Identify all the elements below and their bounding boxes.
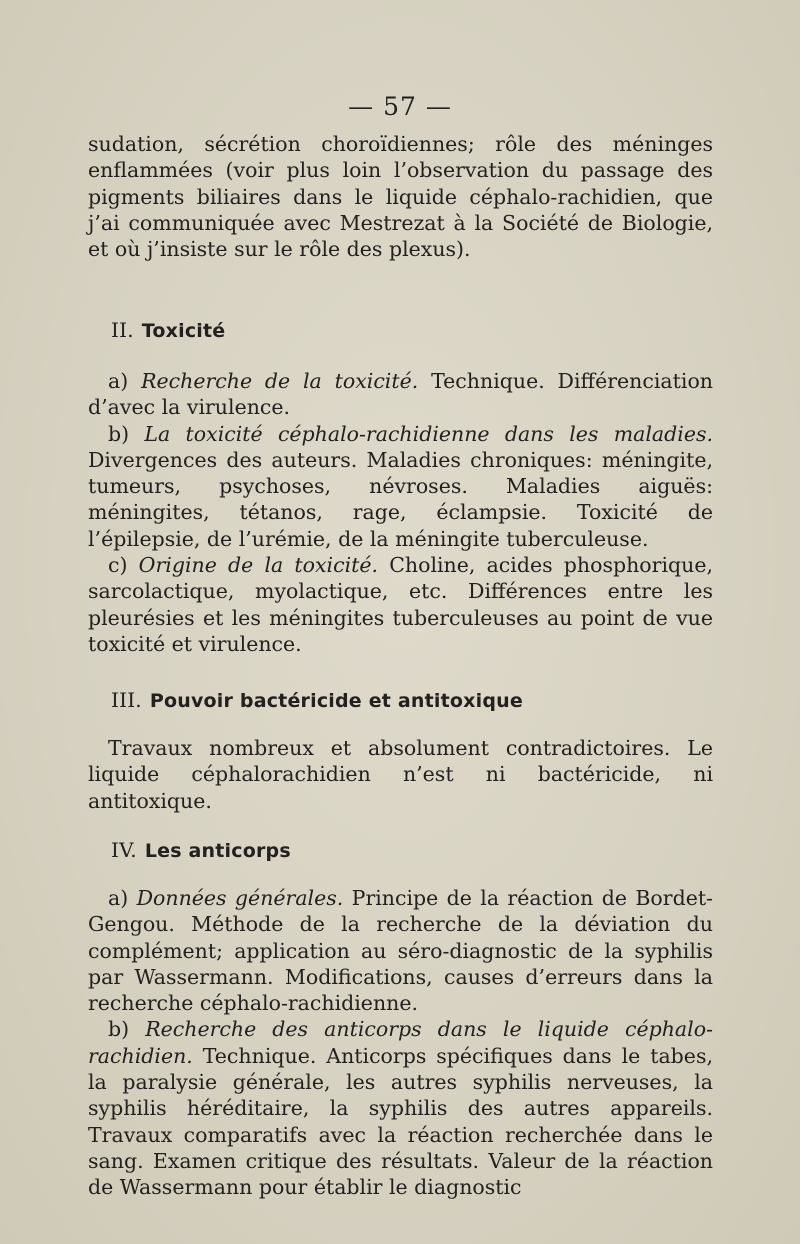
list-item (88, 552, 713, 657)
intro-text: sudation, sécrétion choroïdiennes; rôle des méninges enflammées (voir plus loin l’observation du passage des pigments biliaires dans le liquide céphalo-rachidien, que j’ai communiquée avec Mestrezat à la Société de Biologie, et où j’insiste sur le rôle des plexus). (88, 132, 713, 262)
section-paragraph: Travaux nombreux et absolument contradictoires. Le liquide céphalorachidien n’est ni bactéricide, ni antitoxique. (88, 736, 713, 813)
item-label: a) (108, 886, 129, 910)
section-heading-anticorps (111, 838, 291, 862)
item-text: Choline, acides phosphorique, sarcolactique, myolactique, etc. Différences entre les pleurésies et les méningites tuberculeuses au point de vue toxicité et virulence. (88, 553, 713, 656)
item-label: b) (108, 1017, 130, 1042)
item-label: c) (108, 553, 128, 578)
list-item (88, 421, 713, 552)
section-body-toxicite (88, 368, 713, 657)
section-heading-pouvoir (111, 688, 523, 712)
item-title: Origine de la toxicité. (138, 553, 379, 578)
section-body-anticorps (88, 885, 713, 1201)
section-title: Toxicité (141, 320, 226, 342)
section-title: Pouvoir bactéricide et antitoxique (149, 690, 523, 712)
item-title: Recherche des anticorps dans le liquide céphalo-rachidien. (88, 1017, 713, 1068)
list-item (88, 1016, 713, 1200)
section-number: IV. (111, 838, 137, 862)
item-text: Technique. Différenciation d’avec la virulence. (88, 369, 713, 420)
item-title: Recherche de la toxicité. (141, 369, 419, 393)
item-label: b) (108, 421, 130, 446)
item-title: La toxicité céphalo-rachidienne dans les maladies. (144, 421, 713, 446)
list-item (88, 368, 713, 421)
section-body-pouvoir (88, 735, 713, 814)
page-number: — 57 — (348, 92, 452, 121)
section-heading-toxicite (111, 318, 225, 342)
item-label: a) (108, 369, 129, 393)
item-text: Principe de la réaction de Bordet-Gengou. Méthode de la recherche de la déviation du complément; application au séro-diagnostic de la syphilis par Wassermann. Modifications, causes d’erreurs dans la recherche céphalo-rachidienne. (88, 886, 713, 1016)
section-title: Les anticorps (144, 840, 291, 862)
item-text: Divergences des auteurs. Maladies chroniques: méningite, tumeurs, psychoses, névroses. Maladies aiguës: méningites, tétanos, rage, éclampsie. Toxicité de l’épilepsie, de l’urémie, de la méningite tuberculeuse. (88, 447, 713, 551)
section-number: III. (111, 688, 142, 712)
intro-paragraph (88, 131, 713, 262)
list-item (88, 885, 713, 1016)
item-text: Technique. Anticorps spécifiques dans le tabes, la paralysie générale, les autres syphilis nerveuses, la syphilis héréditaire, la syphilis des autres appareils. Travaux comparatifs avec la réaction recherchée dans le sang. Examen critique des résultats. Valeur de la réaction de Wassermann pour établir le diagnostic (88, 1043, 713, 1200)
item-title: Données générales. (136, 886, 344, 910)
section-number: II. (111, 318, 134, 342)
